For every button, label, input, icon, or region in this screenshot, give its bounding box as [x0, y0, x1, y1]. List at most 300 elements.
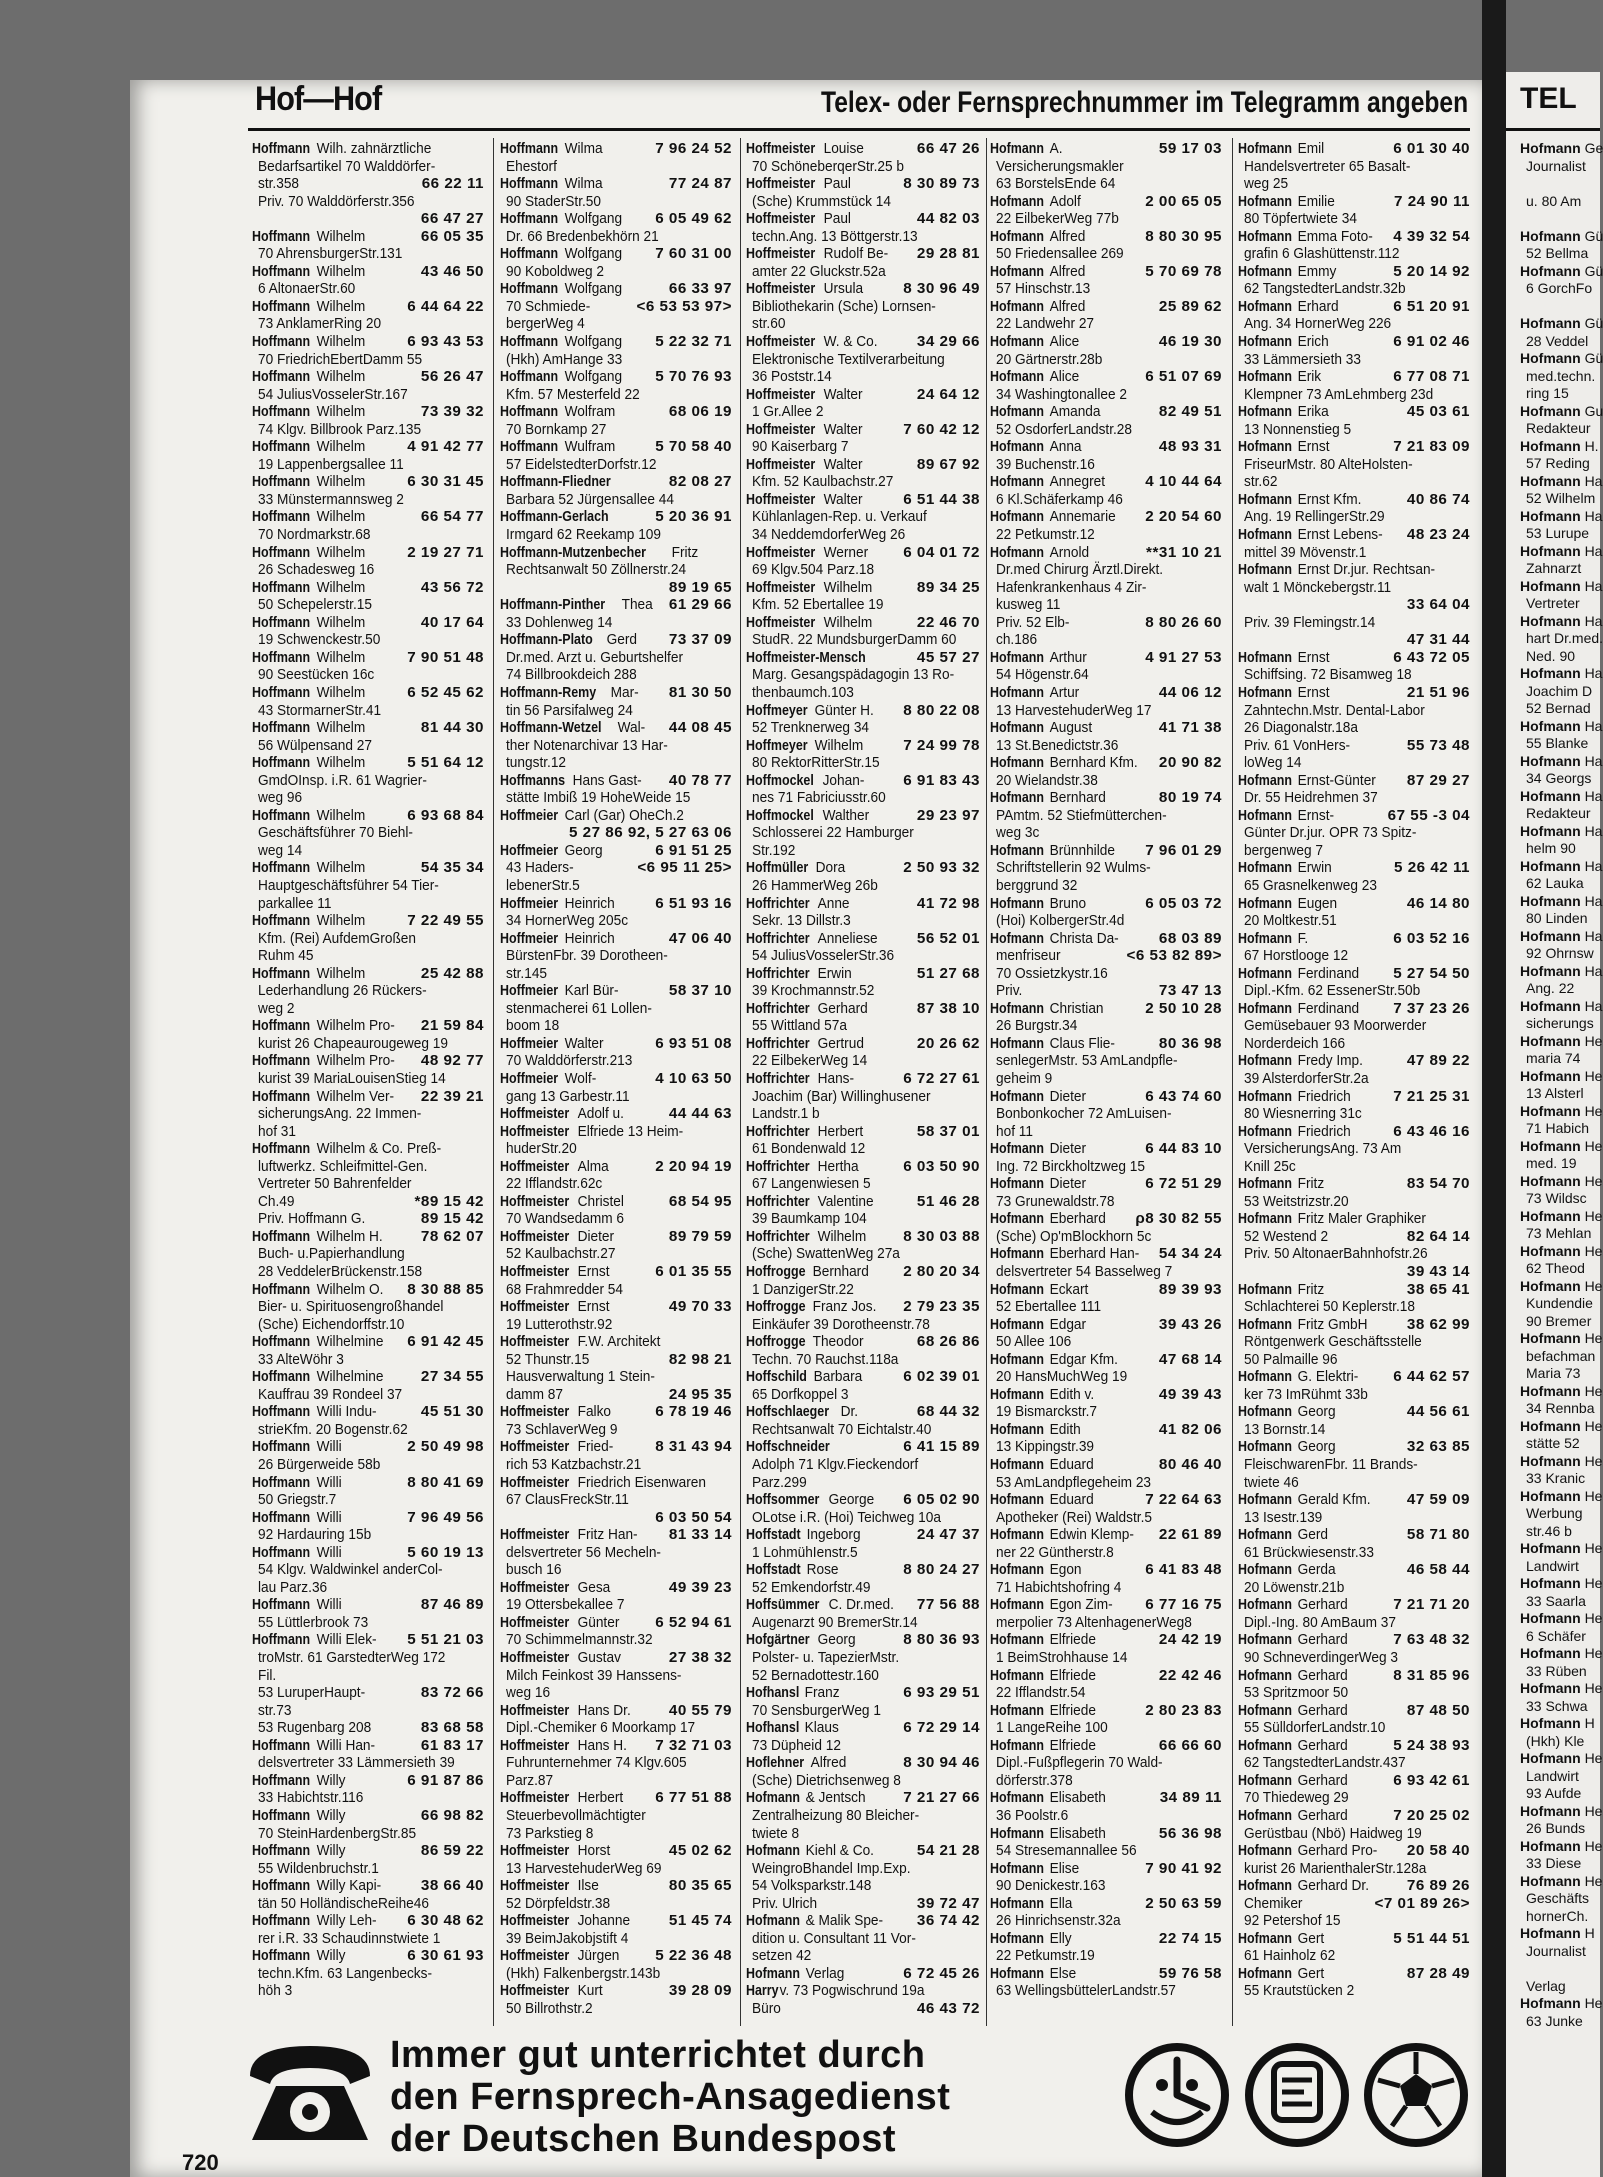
phone-number: 6 04 01 72: [903, 543, 980, 561]
listing-entry: [500, 1123, 732, 1141]
listing-continuation: [1238, 1105, 1470, 1123]
phone-number: 21 59 84: [420, 1017, 484, 1035]
entry-details: 90 Seestücken 16c: [258, 666, 375, 684]
entry-details: Wilhelm: [316, 473, 366, 491]
entry-details: 73 SchlaverWeg 9: [506, 1420, 618, 1438]
listing-continuation: [746, 947, 980, 965]
entry-details: He: [1584, 1417, 1603, 1434]
entry-details: huderStr.20: [506, 1140, 577, 1158]
entry-details: Dr.med Chirurg Ärztl.Direkt.: [996, 561, 1164, 579]
listing-continuation: [746, 1456, 980, 1474]
phone-number: 6 72 29 14: [903, 1719, 980, 1737]
listing-continuation: [1238, 737, 1470, 755]
entry-name: Hoffmann-Gerlach: [500, 508, 609, 526]
listing-entry: [252, 965, 484, 983]
phone-number: 2 20 94 19: [655, 1157, 732, 1175]
entry-details: Georg: [564, 841, 603, 859]
listing-entry: [990, 1210, 1222, 1228]
listing-continuation: [1238, 947, 1470, 965]
next-page-entry: [1520, 578, 1603, 596]
next-page-entry: [1520, 963, 1603, 981]
entry-name: Hofmann: [1238, 1701, 1292, 1719]
listing-continuation: [746, 684, 980, 702]
phone-number: 6 72 27 61: [903, 1069, 980, 1087]
phone-number: 81 44 30: [420, 719, 484, 737]
entry-name: Hoffmeister: [500, 1736, 570, 1754]
entry-details: Ernst: [1297, 683, 1330, 701]
listing-entry: [1238, 807, 1470, 825]
entry-name: Hoffsümmer: [746, 1596, 820, 1614]
entry-details: Gerhard Dr.: [1297, 1877, 1369, 1895]
entry-details: 90 SchneverdingerWeg 3: [1244, 1649, 1399, 1667]
entry-details: luftwerkz. Schleifmittel-Gen.: [258, 1157, 428, 1175]
listing-column-1: [252, 140, 484, 2025]
entry-details: Gerhard: [1297, 1666, 1348, 1684]
entry-name: Hoffmeister: [746, 175, 816, 193]
entry-name: Hofmann: [990, 1736, 1044, 1754]
entry-name: Hoffmann: [500, 175, 559, 193]
listing-entry: [500, 1649, 732, 1667]
entry-details: Lederhandlung 26 Rückers-: [258, 982, 427, 1000]
phone-number: 8 31 43 94: [655, 1438, 732, 1456]
listing-entry: [252, 859, 484, 877]
entry-details: 52 Kaulbachstr.27: [506, 1245, 616, 1263]
entry-details: delsvertreter 33 Lämmersieth 39: [258, 1754, 455, 1772]
next-page-entry: [1520, 1208, 1603, 1226]
entry-name: Hoffmeister: [500, 1122, 570, 1140]
listing-continuation: [746, 1245, 980, 1263]
entry-details: Christian: [1049, 999, 1104, 1017]
phone-number: 4 10 44 64: [1145, 473, 1222, 491]
listing-continuation: [990, 1333, 1222, 1351]
entry-details: 20 Löwenstr.21b: [1244, 1578, 1345, 1596]
entry-name: Hoffmann: [252, 1333, 311, 1351]
entry-details: Dieter: [1049, 1175, 1086, 1193]
listing-entry: [746, 1912, 980, 1930]
next-page-entry: [1520, 490, 1603, 508]
listing-continuation: [252, 1158, 484, 1176]
entry-details: Elektronische Textilverarbeitung: [752, 350, 945, 368]
listing-entry: [990, 1456, 1222, 1474]
phone-number: 36 74 42: [916, 1912, 980, 1930]
listing-continuation: [990, 1544, 1222, 1562]
listing-continuation: [1238, 1351, 1470, 1369]
listing-continuation: [500, 1825, 732, 1843]
phone-number: 7 60 31 00: [655, 245, 732, 263]
entry-details: 57 EidelstedterDorfstr.12: [506, 455, 657, 473]
listing-continuation: [252, 1298, 484, 1316]
entry-details: Brünnhilde: [1049, 841, 1115, 859]
entry-details: helm 90: [1526, 840, 1576, 856]
next-page-entry: [1520, 508, 1603, 526]
entry-name: Hoffmann: [252, 806, 311, 824]
listing-entry: [1238, 298, 1470, 316]
phone-number: 7 60 42 12: [903, 420, 980, 438]
listing-continuation: [1238, 702, 1470, 720]
listing-entry: [1238, 438, 1470, 456]
entry-details: (Hkh) Kle: [1526, 1732, 1585, 1749]
next-page-entry: [1520, 158, 1603, 176]
listing-entry: [252, 1737, 484, 1755]
entry-details: Dieter: [1049, 1087, 1086, 1105]
entry-details: Ha: [1584, 612, 1603, 629]
phone-number: 56 36 98: [1158, 1824, 1222, 1842]
phone-number: 5 26 42 11: [1394, 859, 1470, 877]
entry-details: Willy: [316, 1771, 346, 1789]
listing-continuation: [500, 1351, 732, 1369]
listing-entry: [500, 842, 732, 860]
entry-name: Hoffmeister: [500, 1947, 570, 1965]
listing-continuation: [990, 1509, 1222, 1527]
entry-details: Polster- u. TapezierMstr.: [752, 1649, 900, 1667]
entry-details: He: [1584, 1610, 1603, 1626]
entry-details: Dipl.-Fußpflegerin 70 Wald-: [996, 1754, 1163, 1772]
entry-details: Walter: [824, 420, 864, 438]
entry-name: Hofmann: [990, 1929, 1044, 1947]
phone-number: 6 51 07 69: [1145, 368, 1222, 386]
entry-name: Hofmann: [1238, 1491, 1292, 1509]
entry-name: Hofmann: [1520, 472, 1581, 489]
entry-details: 6 AltonaerStr.60: [258, 280, 356, 298]
phone-number: 6 30 31 45: [407, 473, 484, 491]
phone-number: 2 50 93 32: [903, 859, 980, 877]
listing-entry: [990, 1000, 1222, 1018]
listing-continuation: [252, 1491, 484, 1509]
phone-number: 40 55 79: [668, 1701, 732, 1719]
next-page-entry: [1520, 1278, 1603, 1296]
listing-entry: [252, 1438, 484, 1456]
entry-details: kusweg 11: [996, 596, 1061, 614]
entry-details: Hertha: [817, 1157, 859, 1175]
listing-continuation: [746, 789, 980, 807]
listing-continuation: [500, 1509, 732, 1527]
entry-details: 34 Georgs: [1526, 770, 1592, 786]
listing-continuation: [500, 1017, 732, 1035]
entry-name: Hofmann: [1238, 894, 1292, 912]
entry-details: He: [1584, 1102, 1603, 1119]
phone-number: 45 51 30: [420, 1403, 484, 1421]
listing-entry: [1238, 491, 1470, 509]
entry-name: Hofmann: [990, 1210, 1044, 1228]
listing-continuation: [252, 982, 484, 1000]
entry-details: 55 SülldorferLandstr.10: [1244, 1719, 1386, 1737]
listing-entry: [990, 438, 1222, 456]
entry-details: Ing. 72 Birckholtzweg 15: [996, 1157, 1145, 1175]
entry-details: 13 Nonnenstieg 5: [1244, 420, 1352, 438]
entry-details: 22 EilbekerWeg 14: [752, 1052, 868, 1070]
listing-continuation: [990, 1052, 1222, 1070]
listing-entry: [1238, 1772, 1470, 1790]
listing-entry: [746, 614, 980, 632]
entry-details: 33 AlteWöhr 3: [258, 1350, 344, 1368]
phone-number: 49 39 43: [1158, 1385, 1222, 1403]
phone-number: 6 51 44 38: [903, 490, 980, 508]
entry-name: Hoffmann: [252, 859, 311, 877]
listing-entry: [1238, 1807, 1470, 1825]
next-page-entry: [1520, 1243, 1603, 1261]
listing-continuation: [990, 772, 1222, 790]
entry-details: He: [1584, 1382, 1603, 1399]
listing-continuation: [252, 702, 484, 720]
entry-name: Hoffmann: [500, 210, 559, 228]
listing-continuation: [500, 702, 732, 720]
entry-name: Hofmann: [990, 192, 1044, 210]
entry-details: 70 FriedrichEbertDamm 55: [258, 350, 423, 368]
listing-continuation: [746, 1614, 980, 1632]
entry-details: Ang. 22: [1526, 980, 1575, 996]
listing-entry: [1238, 1930, 1470, 1948]
listing-continuation: [500, 666, 732, 684]
phone-number: 7 90 51 48: [407, 648, 484, 666]
listing-entry: [500, 280, 732, 298]
listing-entry: [1238, 1877, 1470, 1895]
entry-details: He: [1584, 1242, 1603, 1259]
phone-number: 5 70 76 93: [655, 368, 732, 386]
listing-continuation: [746, 1421, 980, 1439]
listing-entry: [1238, 1123, 1470, 1141]
entry-name: Hoffmeister: [500, 1842, 570, 1860]
phone-number: 80 19 74: [1158, 789, 1222, 807]
entry-name: Hofmann: [1520, 350, 1581, 366]
entry-details: Parz.299: [752, 1473, 807, 1491]
entry-name: Hofmann: [1520, 1925, 1581, 1941]
entry-details: George: [829, 1491, 875, 1509]
listing-entry: [1238, 368, 1470, 386]
entry-name: Hoffmann: [252, 1438, 311, 1456]
entry-details: Ha: [1584, 472, 1603, 489]
entry-details: 52 Bellma: [1526, 245, 1589, 261]
entry-details: [838, 1438, 897, 1456]
phone-number: 7 37 23 26: [1393, 999, 1470, 1017]
listing-entry: [1238, 1438, 1470, 1456]
entry-name: Hoffmeister: [500, 1333, 570, 1351]
entry-name: Hoffmann: [252, 1596, 311, 1614]
phone-number: 6 52 94 61: [655, 1613, 732, 1631]
entry-details: rer i.R. 33 Schaudinnstwiete 1: [258, 1929, 441, 1947]
listing-entry: [990, 1351, 1222, 1369]
listing-continuation: [500, 1368, 732, 1386]
entry-details: merpolier 73 AltenhagenerWeg8: [996, 1613, 1192, 1631]
entry-details: weg 25: [1244, 175, 1289, 193]
next-page-entry: [1520, 840, 1603, 858]
entry-details: Zahntechn.Mstr. Dental-Labor: [1244, 701, 1425, 719]
entry-details: 13 St.Benedictstr.36: [996, 736, 1119, 754]
listing-entry: [990, 140, 1222, 158]
entry-details: Paul: [824, 175, 852, 193]
listing-continuation: [990, 491, 1222, 509]
listing-continuation: [252, 1456, 484, 1474]
next-page-entry: [1520, 910, 1603, 928]
listing-entry: [252, 403, 484, 421]
entry-details: Wulfram: [564, 438, 616, 456]
entry-details: (Sche) Eichendorffstr.10: [258, 1315, 405, 1333]
phone-number: 5 22 36 48: [655, 1947, 732, 1965]
phone-number: 80 46 40: [1158, 1456, 1222, 1474]
next-page-entry: [1520, 1715, 1603, 1733]
listing-entry: [1238, 859, 1470, 877]
entry-name: Hoffmeister: [746, 333, 816, 351]
entry-details: 19 Lutterothstr.92: [506, 1315, 613, 1333]
phone-number: 6 91 51 25: [655, 841, 732, 859]
entry-details: Ella: [1049, 1894, 1073, 1912]
listing-continuation: [990, 1158, 1222, 1176]
next-page-entry: [1520, 1260, 1603, 1278]
telephone-icon: [240, 2036, 380, 2146]
phone-number: 44 56 61: [1406, 1403, 1470, 1421]
listing-entry: [252, 649, 484, 667]
listing-continuation: [1238, 1333, 1470, 1351]
phone-number: 8 80 36 93: [903, 1631, 980, 1649]
entry-name: Hofmann: [746, 1964, 800, 1982]
next-page-entry: [1520, 1575, 1603, 1593]
phone-number: 27 38 32: [668, 1649, 732, 1667]
entry-details: He: [1584, 1872, 1603, 1889]
entry-name: Hofmann: [1238, 403, 1292, 421]
listing-entry: [252, 140, 484, 158]
entry-details: Walter: [564, 1034, 604, 1052]
next-page-entry: [1520, 823, 1603, 841]
phone-number: 61 83 17: [420, 1736, 484, 1754]
listing-entry: [746, 1842, 980, 1860]
next-page-entry: [1520, 1523, 1603, 1541]
entry-details: Christel: [578, 1192, 625, 1210]
phone-number: 7 90 41 92: [1145, 1859, 1222, 1877]
entry-name: Hofmann: [1520, 1715, 1581, 1731]
entry-name: Hoffmann: [252, 1140, 311, 1158]
listing-continuation: [252, 1825, 484, 1843]
next-page-entry: [1520, 473, 1603, 491]
entry-name: Hofmann: [1520, 892, 1581, 909]
entry-name: Hofmann: [990, 368, 1044, 386]
next-page-entry: [1520, 1173, 1603, 1191]
phone-number: 47 31 44: [1406, 631, 1470, 649]
entry-details: Priv. 39 Flemingstr.14: [1244, 613, 1376, 631]
entry-details: 54 Volksparkstr.148: [752, 1877, 872, 1895]
entry-details: Gustav: [578, 1649, 622, 1667]
entry-name: Hofmann: [990, 1666, 1044, 1684]
entry-details: 55 Wildenbruchstr.1: [258, 1859, 379, 1877]
entry-details: Barbara 52 Jürgensallee 44: [506, 490, 674, 508]
entry-name: Hofmann: [1238, 1122, 1292, 1140]
entry-details: stenmacherei 61 Lollen-: [506, 999, 652, 1017]
entry-details: Wilhelm & Co. Preß-: [316, 1140, 442, 1158]
entry-name: Hoffmann: [252, 368, 311, 386]
entry-details: Gerhard: [1297, 1631, 1348, 1649]
entry-details: Ingeborg: [806, 1526, 861, 1544]
listing-continuation: [252, 1930, 484, 1948]
listing-continuation: [746, 1210, 980, 1228]
next-page-entry: [1520, 1978, 1603, 1996]
listing-continuation: [500, 614, 732, 632]
entry-name: Hofmann: [1520, 1032, 1581, 1049]
listing-continuation: [990, 579, 1222, 597]
entry-details: Wilma: [564, 175, 603, 193]
phone-number: 4 91 27 53: [1145, 648, 1222, 666]
entry-details: Erwin: [817, 964, 852, 982]
phone-number: 38 62 99: [1406, 1315, 1470, 1333]
entry-details: u. 80 Am: [1526, 192, 1582, 209]
listing-entry: [746, 1333, 980, 1351]
entry-name: Hoffmann: [252, 508, 311, 526]
entry-details: (Hkh) AmHange 33: [506, 350, 623, 368]
entry-details: Erika: [1297, 403, 1329, 421]
entry-name: Hoffmeister: [500, 1701, 570, 1719]
entry-details: He: [1584, 1802, 1603, 1819]
listing-continuation: [746, 754, 980, 772]
entry-details: Wilhelm: [316, 508, 366, 526]
phone-number: 39 72 47: [916, 1894, 980, 1912]
entry-name: Hoffmeier: [500, 806, 559, 824]
entry-name: Hofmann: [990, 1420, 1044, 1438]
entry-details: Norderdeich 166: [1244, 1034, 1346, 1052]
phone-number: 6 93 43 53: [407, 333, 484, 351]
phone-number: 22 74 15: [1158, 1929, 1222, 1947]
entry-name: Hoffmann: [252, 473, 311, 491]
entry-details: Augenarzt 90 BremerStr.14: [752, 1613, 918, 1631]
listing-entry: [252, 1140, 484, 1158]
entry-name: Hofmann: [990, 1140, 1044, 1158]
listing-entry: [500, 1702, 732, 1720]
entry-details: Joachim (Bar) Willinghusener: [752, 1087, 931, 1105]
entry-details: geheim 9: [996, 1069, 1053, 1087]
entry-details: 54 Klgv. Waldwinkel anderCol-: [258, 1561, 443, 1579]
listing-entry: [990, 1930, 1222, 1948]
listing-continuation: [1238, 210, 1470, 228]
listing-continuation: [746, 158, 980, 176]
entry-details: Kühlanlagen-Rep. u. Verkauf: [752, 508, 927, 526]
entry-details: 36 Poststr.14: [752, 368, 832, 386]
entry-name: Hofmann: [1520, 437, 1581, 454]
listing-continuation: [990, 666, 1222, 684]
listing-entry: [252, 1631, 484, 1649]
entry-name: Hofmann: [1520, 1750, 1581, 1766]
phone-number: 25 42 88: [420, 964, 484, 982]
phone-number: 89 19 65: [668, 578, 732, 596]
entry-details: Landstr.1 b: [752, 1105, 820, 1123]
listing-entry: [252, 912, 484, 930]
phone-number: 44 82 03: [916, 210, 980, 228]
listing-continuation: [252, 245, 484, 263]
phone-number: 55 73 48: [1406, 736, 1470, 754]
phone-number: 67 55 -3 04: [1387, 806, 1470, 824]
entry-details: 70 Nordmarkstr.68: [258, 526, 371, 544]
entry-details: [622, 508, 651, 526]
entry-details: Maria 73: [1526, 1365, 1581, 1381]
listing-continuation: [990, 1123, 1222, 1141]
entry-name: Hofmann: [1520, 1207, 1581, 1224]
entry-name: Hofmann: [1238, 1087, 1292, 1105]
next-page-entry: [1520, 1418, 1603, 1436]
phone-number: 6 72 51 29: [1145, 1175, 1222, 1193]
next-page-entry: [1520, 1645, 1603, 1663]
entry-details: ther Notenarchivar 13 Har-: [506, 736, 668, 754]
entry-name: Hofmann: [1520, 787, 1581, 804]
entry-details: (Sche) Op'mBlockhorn 5c: [996, 1227, 1152, 1245]
listing-entry: [746, 1561, 980, 1579]
listing-continuation: [746, 719, 980, 737]
entry-name: Hofmann: [990, 1964, 1044, 1982]
entry-details: Edith v.: [1049, 1385, 1094, 1403]
listing-entry: [500, 1474, 732, 1492]
phone-number: 41 82 06: [1158, 1420, 1222, 1438]
next-page-entry: [1520, 980, 1603, 998]
entry-name: Hofmann: [1520, 1995, 1581, 2011]
listing-entry: [746, 1438, 980, 1456]
entry-details: [506, 1509, 640, 1527]
entry-details: Ferdinand: [1297, 999, 1359, 1017]
entry-details: gang 13 Garbestr.11: [506, 1087, 630, 1105]
entry-name: Hofmann: [990, 1245, 1044, 1263]
